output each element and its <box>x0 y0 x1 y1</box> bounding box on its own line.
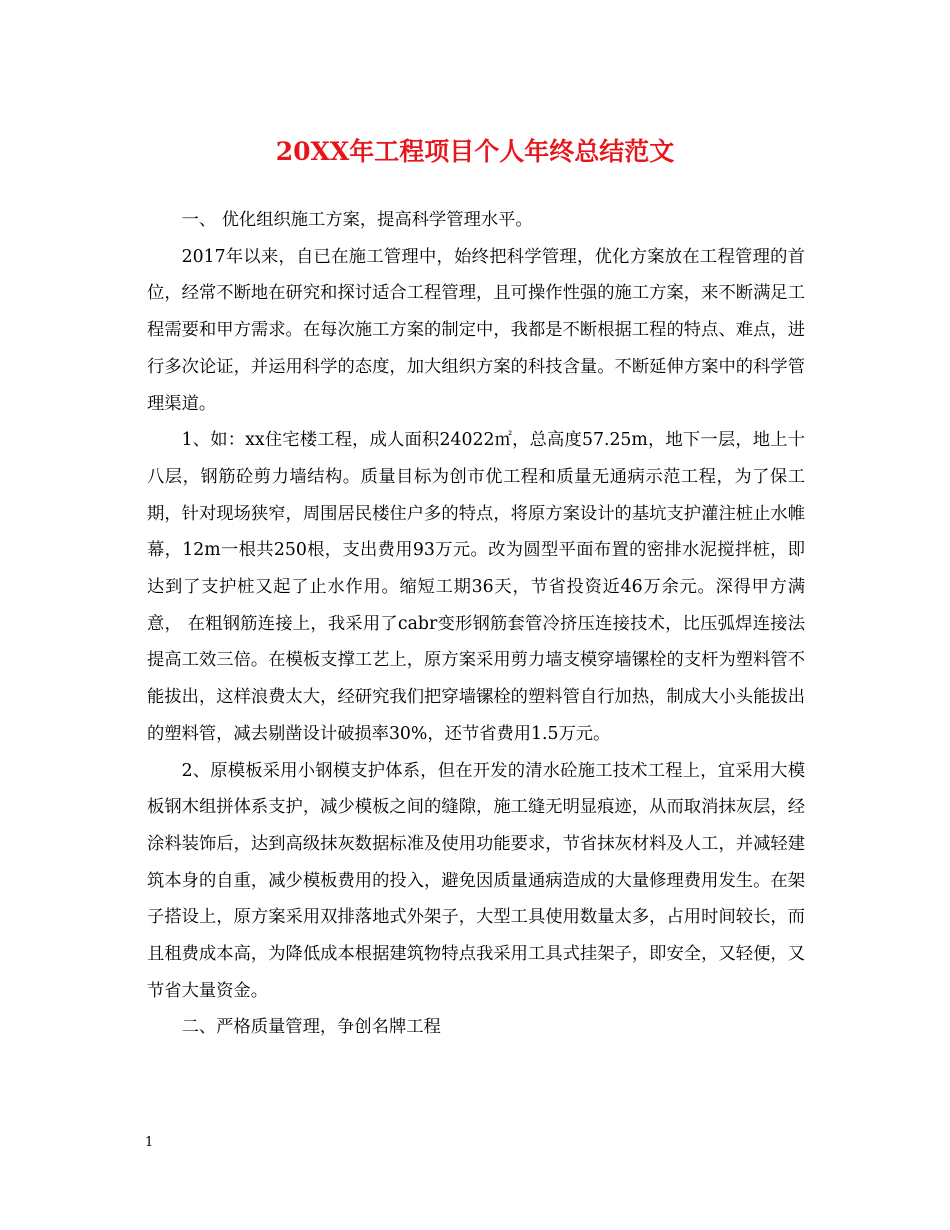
page-number: 1 <box>145 1135 154 1150</box>
paragraph-example-2: 2、原模板采用小钢模支护体系，但在开发的清水砼施工技术工程上，宜采用大模板钢木组拼体系支护，减少模板之间的缝隙，施工缝无明显痕迹，从而取消抹灰层，经涂料装饰后，达到高级抹灰数据标准及使用功能要求，节省抹灰材料及人工，并减轻建筑本身的自重，减少模板费用的投入，避免因质量通病造成的大量修理费用发生。在架子搭设上，原方案采用双排落地式外架子，大型工具使用数量太多，占用时间较长，而且租费成本高，为降低成本根据建筑物特点我采用工具式挂架子，即安全，又轻便，又节省大量资金。 <box>147 760 805 1001</box>
section-heading-1: 一、 优化组织施工方案，提高科学管理水平。 <box>181 210 533 230</box>
section-heading-2: 二、严格质量管理，争创名牌工程 <box>181 1017 441 1038</box>
document-title: 20XX年工程项目个人年终总结范文 <box>275 137 675 166</box>
paragraph-intro: 2017年以来，自已在施工管理中，始终把科学管理，优化方案放在工程管理的首位，经常不断地在研究和探讨适合工程管理，且可操作性强的施工方案，来不断满足工程需要和甲方需求。在每次施工方案的制定中，我都是不断根据工程的特点、难点，进行多次论证，并运用科学的态度，加大组织方案的科技含量。不断延伸方案中的科学管理渠道。 <box>147 246 805 414</box>
paragraph-example-1: 1、如：xx住宅楼工程，成人面积24022㎡，总高度57.25m，地下一层，地上十八层，钢筋砼剪力墙结构。质量目标为创市优工程和质量无通病示范工程，为了保工期，针对现场狭窄，周围居民楼住户多的特点，将原方案设计的基坑支护灌注桩止水帷幕，12m一根共250根，支出费用93万元。改为圆型平面布置的密排水泥搅拌桩，即达到了支护桩又起了止水作用。缩短工期36天，节省投资近46万余元。深得甲方满意， 在粗钢筋连接上，我采用了cabr变形钢筋套管冷挤压连接技术，比压弧焊连接法提高工效三倍。在模板支撑工艺上，原方案采用剪力墙支模穿墙镙栓的支杆为塑料管不能拔出，这样浪费太大，经研究我们把穿墙镙栓的塑料管自行加热，制成大小头能拔出的塑料管，减去剔凿设计破损率30%，还节省费用1.5万元。 <box>147 430 805 744</box>
document-body <box>147 202 805 1046</box>
